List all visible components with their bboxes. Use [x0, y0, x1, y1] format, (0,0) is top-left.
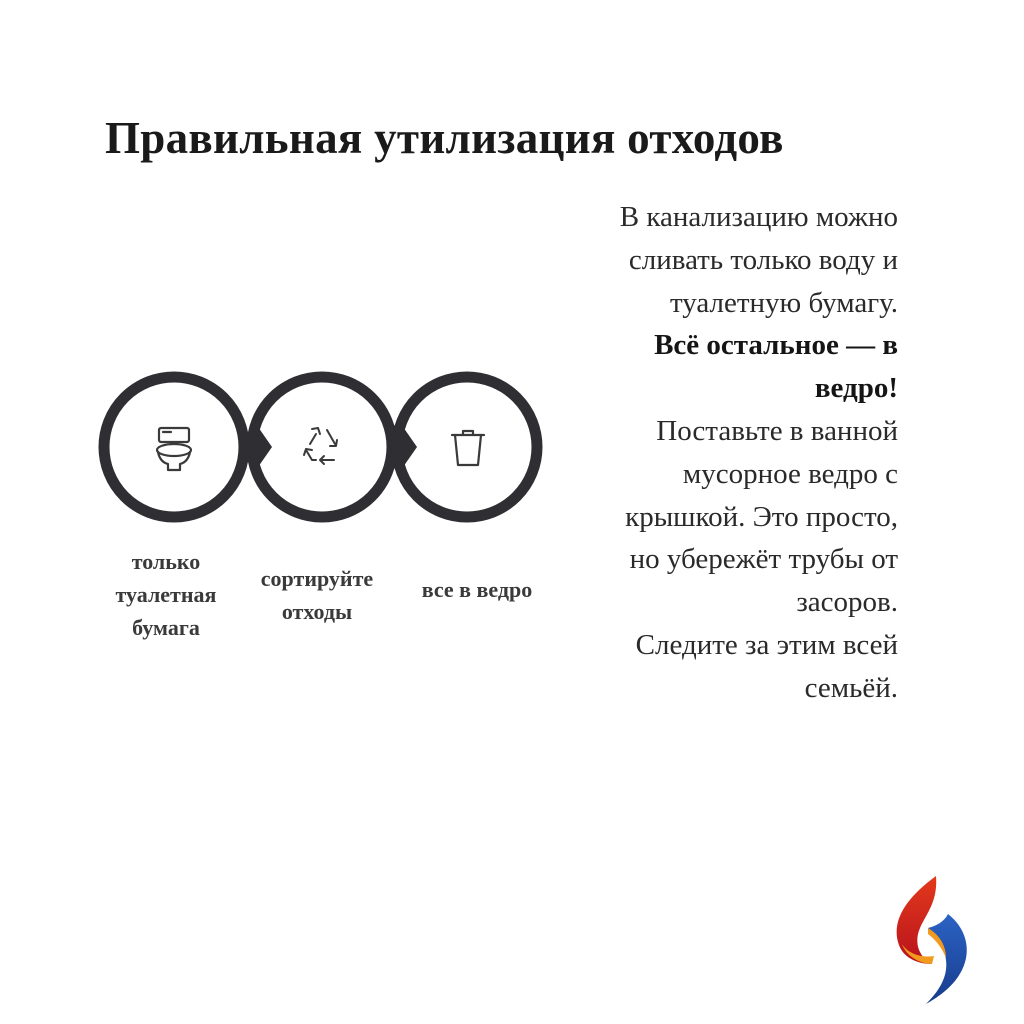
side-text-block: [600, 196, 898, 710]
toilet-icon: [157, 428, 191, 470]
recycle-icon: [304, 428, 337, 464]
trash-bin-icon: [452, 431, 484, 465]
side-text-closing: Следите за этим всей семьёй.: [635, 628, 898, 704]
step-label-toilet-paper: только туалетная бумага: [115, 549, 217, 640]
page-title: Правильная утилизация отходов: [105, 113, 784, 163]
step-ring-1: [104, 377, 244, 517]
side-text-emphasis: Всё остальное — в ведро!: [654, 329, 898, 405]
step-ring-2: [252, 377, 392, 517]
side-text-intro: В канализацию можно сливать только воду и туалетную бумагу.: [619, 201, 898, 319]
steps-graphic: [96, 364, 556, 534]
step-label-all-in-bin: все в ведро: [421, 577, 533, 602]
side-text-advice: Поставьте в ванной мусорное ведро с крышкой. Это просто, но убережёт трубы от засоров.: [625, 414, 898, 619]
step-label-sort-waste: сортируйте отходы: [260, 566, 374, 624]
brand-logo: [888, 872, 972, 1008]
step-ring-3: [397, 377, 537, 517]
